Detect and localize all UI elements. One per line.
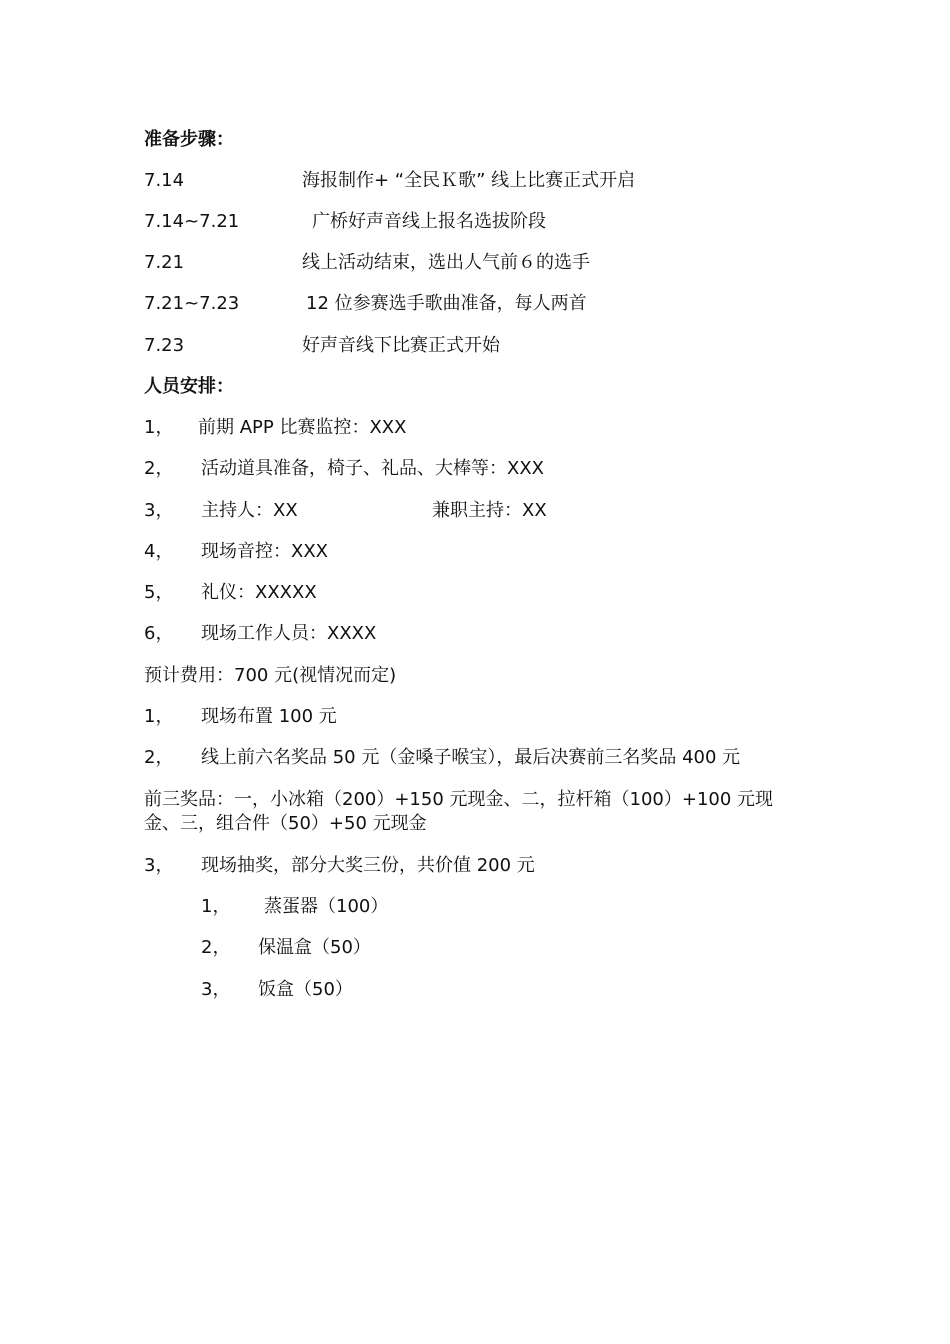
- lottery-item-text-1: 蒸蛋器（100）: [264, 896, 389, 917]
- staff-heading: 人员安排：: [144, 376, 234, 397]
- staff-text-2: 活动道具准备，椅子、礼品、大棒等：XXX: [201, 458, 544, 479]
- lottery-text: 现场抽奖，部分大奖三份，共价值 200 元: [201, 855, 535, 876]
- staff-num-5: 5，: [144, 582, 174, 603]
- budget-num-2: 2，: [144, 747, 174, 768]
- lottery-item-text-2: 保温盒（50）: [258, 937, 371, 958]
- prep-date-4: 7.21~7.23: [144, 293, 240, 314]
- staff-text-3-extra: 兼职主持：XX: [432, 500, 547, 521]
- budget-heading: 预计费用：700 元(视情况而定): [144, 665, 397, 686]
- prize-note: 前三奖品：一，小冰箱（200）+150 元现金、二，拉杆箱（100）+100 元现金、三，组合件（50）+50 元现金: [144, 789, 774, 834]
- prep-date-1: 7.14: [144, 170, 185, 191]
- budget-text-2: 线上前六名奖品 50 元（金嗓子喉宝），最后决赛前三名奖品 400 元: [201, 747, 741, 768]
- budget-num-1: 1，: [144, 706, 174, 727]
- prep-text-4: 12 位参赛选手歌曲准备，每人两首: [306, 293, 587, 314]
- staff-num-4: 4，: [144, 541, 174, 562]
- staff-num-1: 1，: [144, 417, 174, 438]
- prep-date-5: 7.23: [144, 335, 185, 356]
- lottery-item-text-3: 饭盒（50）: [258, 979, 353, 1000]
- staff-text-3: 主持人：XX: [201, 500, 298, 521]
- staff-text-4: 现场音控：XXX: [201, 541, 328, 562]
- staff-num-3: 3，: [144, 500, 174, 521]
- prep-heading: 准备步骤：: [144, 129, 234, 150]
- prep-date-3: 7.21: [144, 252, 185, 273]
- prep-text-1: 海报制作+ “全民Ｋ歌” 线上比赛正式开启: [302, 170, 636, 191]
- staff-text-1: 前期 APP 比赛监控：XXX: [198, 417, 407, 438]
- prep-text-3: 线上活动结束，选出人气前６的选手: [302, 252, 590, 273]
- staff-num-6: 6，: [144, 623, 174, 644]
- prep-text-2: 广桥好声音线上报名选拔阶段: [312, 211, 546, 232]
- staff-num-2: 2，: [144, 458, 174, 479]
- budget-text-1: 现场布置 100 元: [201, 706, 337, 727]
- lottery-item-num-2: 2，: [201, 937, 231, 958]
- lottery-item-num-1: 1，: [201, 896, 231, 917]
- lottery-num: 3，: [144, 855, 174, 876]
- prep-date-2: 7.14~7.21: [144, 211, 240, 232]
- prep-text-5: 好声音线下比赛正式开始: [302, 335, 500, 356]
- staff-text-5: 礼仪：XXXXX: [201, 582, 317, 603]
- lottery-item-num-3: 3，: [201, 979, 231, 1000]
- staff-text-6: 现场工作人员：XXXX: [201, 623, 377, 644]
